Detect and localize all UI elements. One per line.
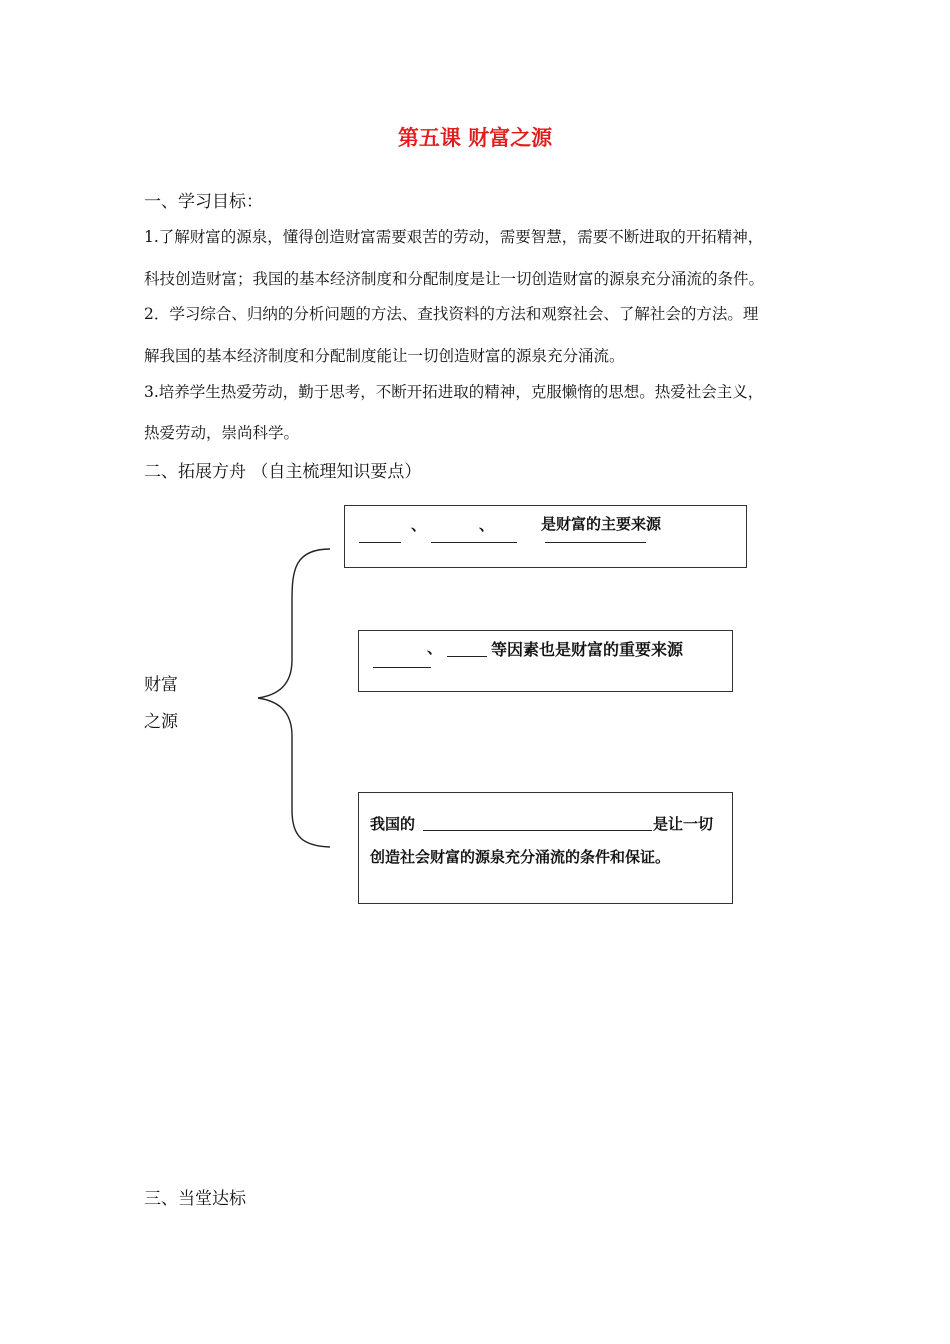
objective-line-2: 科技创造财富；我国的基本经济制度和分配制度是让一切创造财富的源泉充分涌流的条件。 — [144, 270, 765, 288]
box-text-line-2: 创造社会财富的源泉充分涌流的条件和保证。 — [370, 848, 671, 866]
system-guarantee-box — [358, 792, 733, 904]
separator: 、 — [427, 639, 443, 657]
separator: 、 — [411, 516, 427, 534]
box-text-prefix: 我国的 — [370, 815, 416, 833]
answer-blank[interactable] — [545, 542, 646, 543]
section-3-heading: 三、当堂达标 — [144, 1189, 246, 1209]
brace-icon — [250, 540, 340, 860]
answer-blank[interactable] — [423, 830, 652, 831]
brace-label-line-2: 之源 — [144, 712, 178, 732]
box-text: 等因素也是财富的重要来源 — [491, 640, 684, 659]
answer-blank[interactable] — [447, 656, 487, 657]
main-sources-box — [344, 505, 747, 568]
objective-line-3: 2．学习综合、归纳的分析问题的方法、查找资料的方法和观察社会、了解社会的方法。理 — [144, 305, 759, 323]
answer-blank[interactable] — [373, 667, 431, 668]
objective-line-6: 热爱劳动，崇尚科学。 — [144, 424, 300, 442]
box-text: 是财富的主要来源 — [541, 515, 662, 533]
important-sources-box — [358, 630, 733, 692]
answer-blank[interactable] — [431, 542, 517, 543]
separator: 、 — [479, 516, 495, 534]
brace-label-line-1: 财富 — [144, 675, 178, 695]
section-1-heading: 一、学习目标： — [144, 192, 263, 212]
objective-line-1: 1.了解财富的源泉，懂得创造财富需要艰苦的劳动，需要智慧，需要不断进取的开拓精神， — [144, 228, 764, 246]
objective-line-5: 3.培养学生热爱劳动，勤于思考，不断开拓进取的精神，克服懒惰的思想。热爱社会主义， — [144, 383, 764, 401]
box-text-suffix: 是让一切 — [653, 815, 714, 833]
objective-line-4: 解我国的基本经济制度和分配制度能让一切创造财富的源泉充分涌流。 — [144, 347, 625, 365]
section-2-heading: 二、拓展方舟 （自主梳理知识要点） — [144, 462, 422, 482]
answer-blank[interactable] — [359, 542, 401, 543]
page-title: 第五课 财富之源 — [397, 126, 553, 150]
